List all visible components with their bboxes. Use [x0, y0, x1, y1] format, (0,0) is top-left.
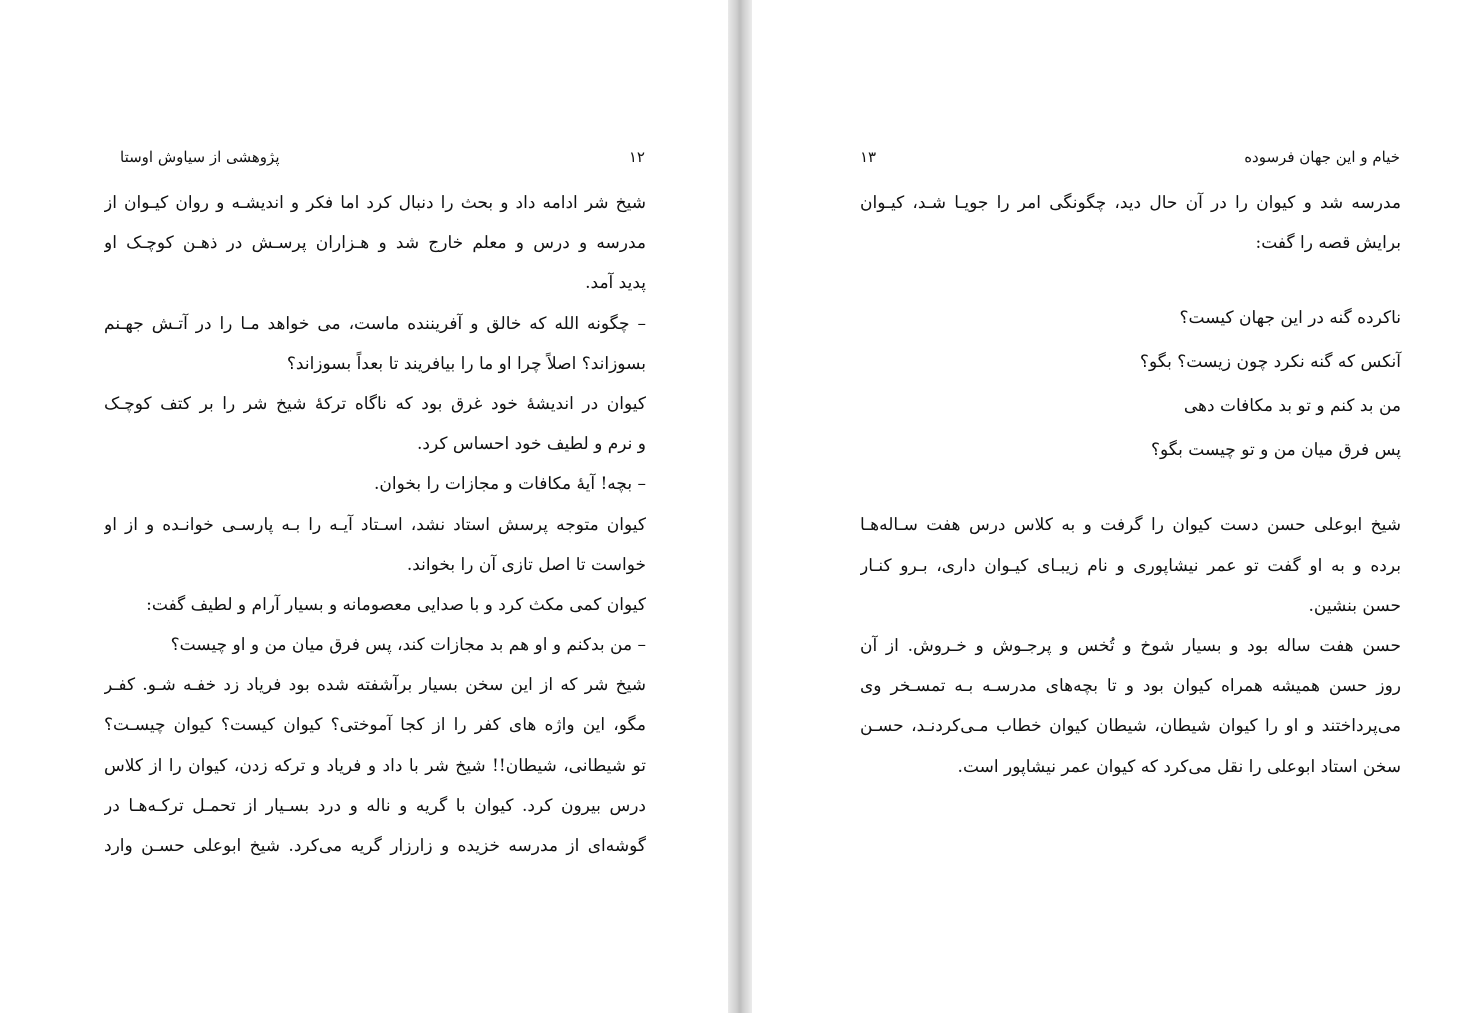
text-line: مدرسه و درس و معلم خارج شد و هـزاران پرسـش در ذهـن کوچـک او — [104, 233, 646, 254]
right-page — [752, 0, 1482, 1013]
text-line: سخن استاد ابوعلی را نقل می‌کرد که کیوان عمر نیشاپور است. — [957, 756, 1401, 777]
right-intro-paragraph — [860, 183, 1401, 263]
text-line: تو شیطانی، شیطان!! شیخ شر با داد و فریاد و ترکه زدن، کیوان را از کلاس — [104, 755, 646, 776]
right-body-text — [860, 183, 1401, 787]
right-page-number: ۱۳ — [860, 148, 877, 166]
text-line: بسوزاند؟ اصلاً چرا او ما را بیافریند تا بعداً بسوزاند؟ — [286, 353, 646, 374]
text-line: شیخ شر ادامه داد و بحث را دنبال کرد اما فکر و اندیشـه و روان کیـوان از — [104, 193, 646, 213]
verse-spacing-top — [860, 263, 1401, 296]
text-line: برایش قصه را گفت: — [1255, 233, 1401, 254]
text-line: خواست تا اصل تازی آن را بخواند. — [406, 554, 646, 575]
verse-line: من بد کنم و تو بد مکافات دهی — [1183, 396, 1401, 417]
right-closing-paragraphs — [860, 505, 1401, 786]
left-page — [0, 0, 728, 1013]
quatrain — [860, 296, 1401, 472]
verse-line: آنکس که گنه نکرد چون زیست؟ بگو؟ — [1139, 352, 1401, 373]
text-line: حسن هفت ساله بود و بسیار شوخ و تُخس و پرجـوش و خـروش. از آن — [860, 635, 1401, 656]
text-line: درس بیرون کرد. کیوان با گریه و ناله و درد بسـیار از تحمـل ترکـه‌هـا در — [104, 795, 646, 816]
left-body-text — [104, 183, 646, 866]
text-line: – بچه! آیهٔ مکافات و مجازات را بخوان. — [374, 474, 646, 495]
text-line: می‌پرداختند و او را کیوان شیطان، شیطان کیوان خطاب مـی‌کردنـد، حسـن — [860, 716, 1401, 737]
text-line: شیخ شر که از این سخن بسیار برآشفته شده بود فریاد زد خفـه شـو. کفـر — [104, 675, 646, 696]
text-line: شیخ ابوعلی حسن دست کیوان را گرفت و به کلاس درس هفت سـاله‌هـا — [860, 515, 1401, 536]
right-running-head — [860, 146, 1400, 168]
left-page-number: ۱۲ — [628, 148, 645, 166]
right-header-title: خیام و این جهان فرسوده — [1244, 148, 1400, 166]
verse-spacing-bottom — [860, 472, 1401, 505]
text-line: مدرسه شد و کیوان را در آن حال دید، چگونگی امر را جویـا شـد، کیـوان — [860, 193, 1401, 213]
book-gutter — [728, 0, 752, 1013]
text-line: – من بدکنم و او هم بد مجازات کند، پس فرق میان من و او چیست؟ — [170, 635, 646, 656]
text-line: کیوان متوجه پرسش استاد نشد، اسـتاد آیـه را بـه پارسـی خوانـده و از او — [104, 514, 646, 535]
text-line: حسن بنشین. — [1308, 595, 1401, 616]
verse-line: ناکرده گنه در این جهان کیست؟ — [1179, 308, 1401, 329]
text-line: گوشه‌ای از مدرسه خزیده و زارزار گریه می‌کرد. شیخ ابوعلی حسـن وارد — [104, 836, 646, 856]
text-line: پدید آمد. — [585, 273, 646, 294]
left-running-head — [120, 146, 645, 168]
text-line: – چگونه الله که خالق و آفریننده ماست، می خواهد مـا را در آتـش جهـنم — [104, 313, 646, 334]
text-line: مگو، این واژه های کفر را از کجا آموختی؟ کیوان کیست؟ کیوان چیسـت؟ — [104, 715, 646, 736]
text-line: کیوان کمی مکث کرد و با صدایی معصومانه و بسیار آرام و لطیف گفت: — [146, 594, 646, 615]
left-header-title: پژوهشی از سیاوش اوستا — [120, 148, 280, 166]
text-line: روز حسن همیشه همراه کیوان بود و تا بچه‌های مدرسـه بـه تمسـخر وی — [860, 676, 1401, 697]
text-line: برده و به او گفت تو عمر نیشاپوری و نام زیبـای کیـوان داری، بـرو کنـار — [860, 555, 1401, 576]
text-line: کیوان در اندیشهٔ خود غرق بود که ناگاه ترکهٔ شیخ شر را بر کتف کوچـک — [104, 393, 646, 414]
text-line: و نرم و لطیف خود احساس کرد. — [417, 434, 646, 455]
verse-line: پس فرق میان من و تو چیست بگو؟ — [1150, 440, 1401, 461]
